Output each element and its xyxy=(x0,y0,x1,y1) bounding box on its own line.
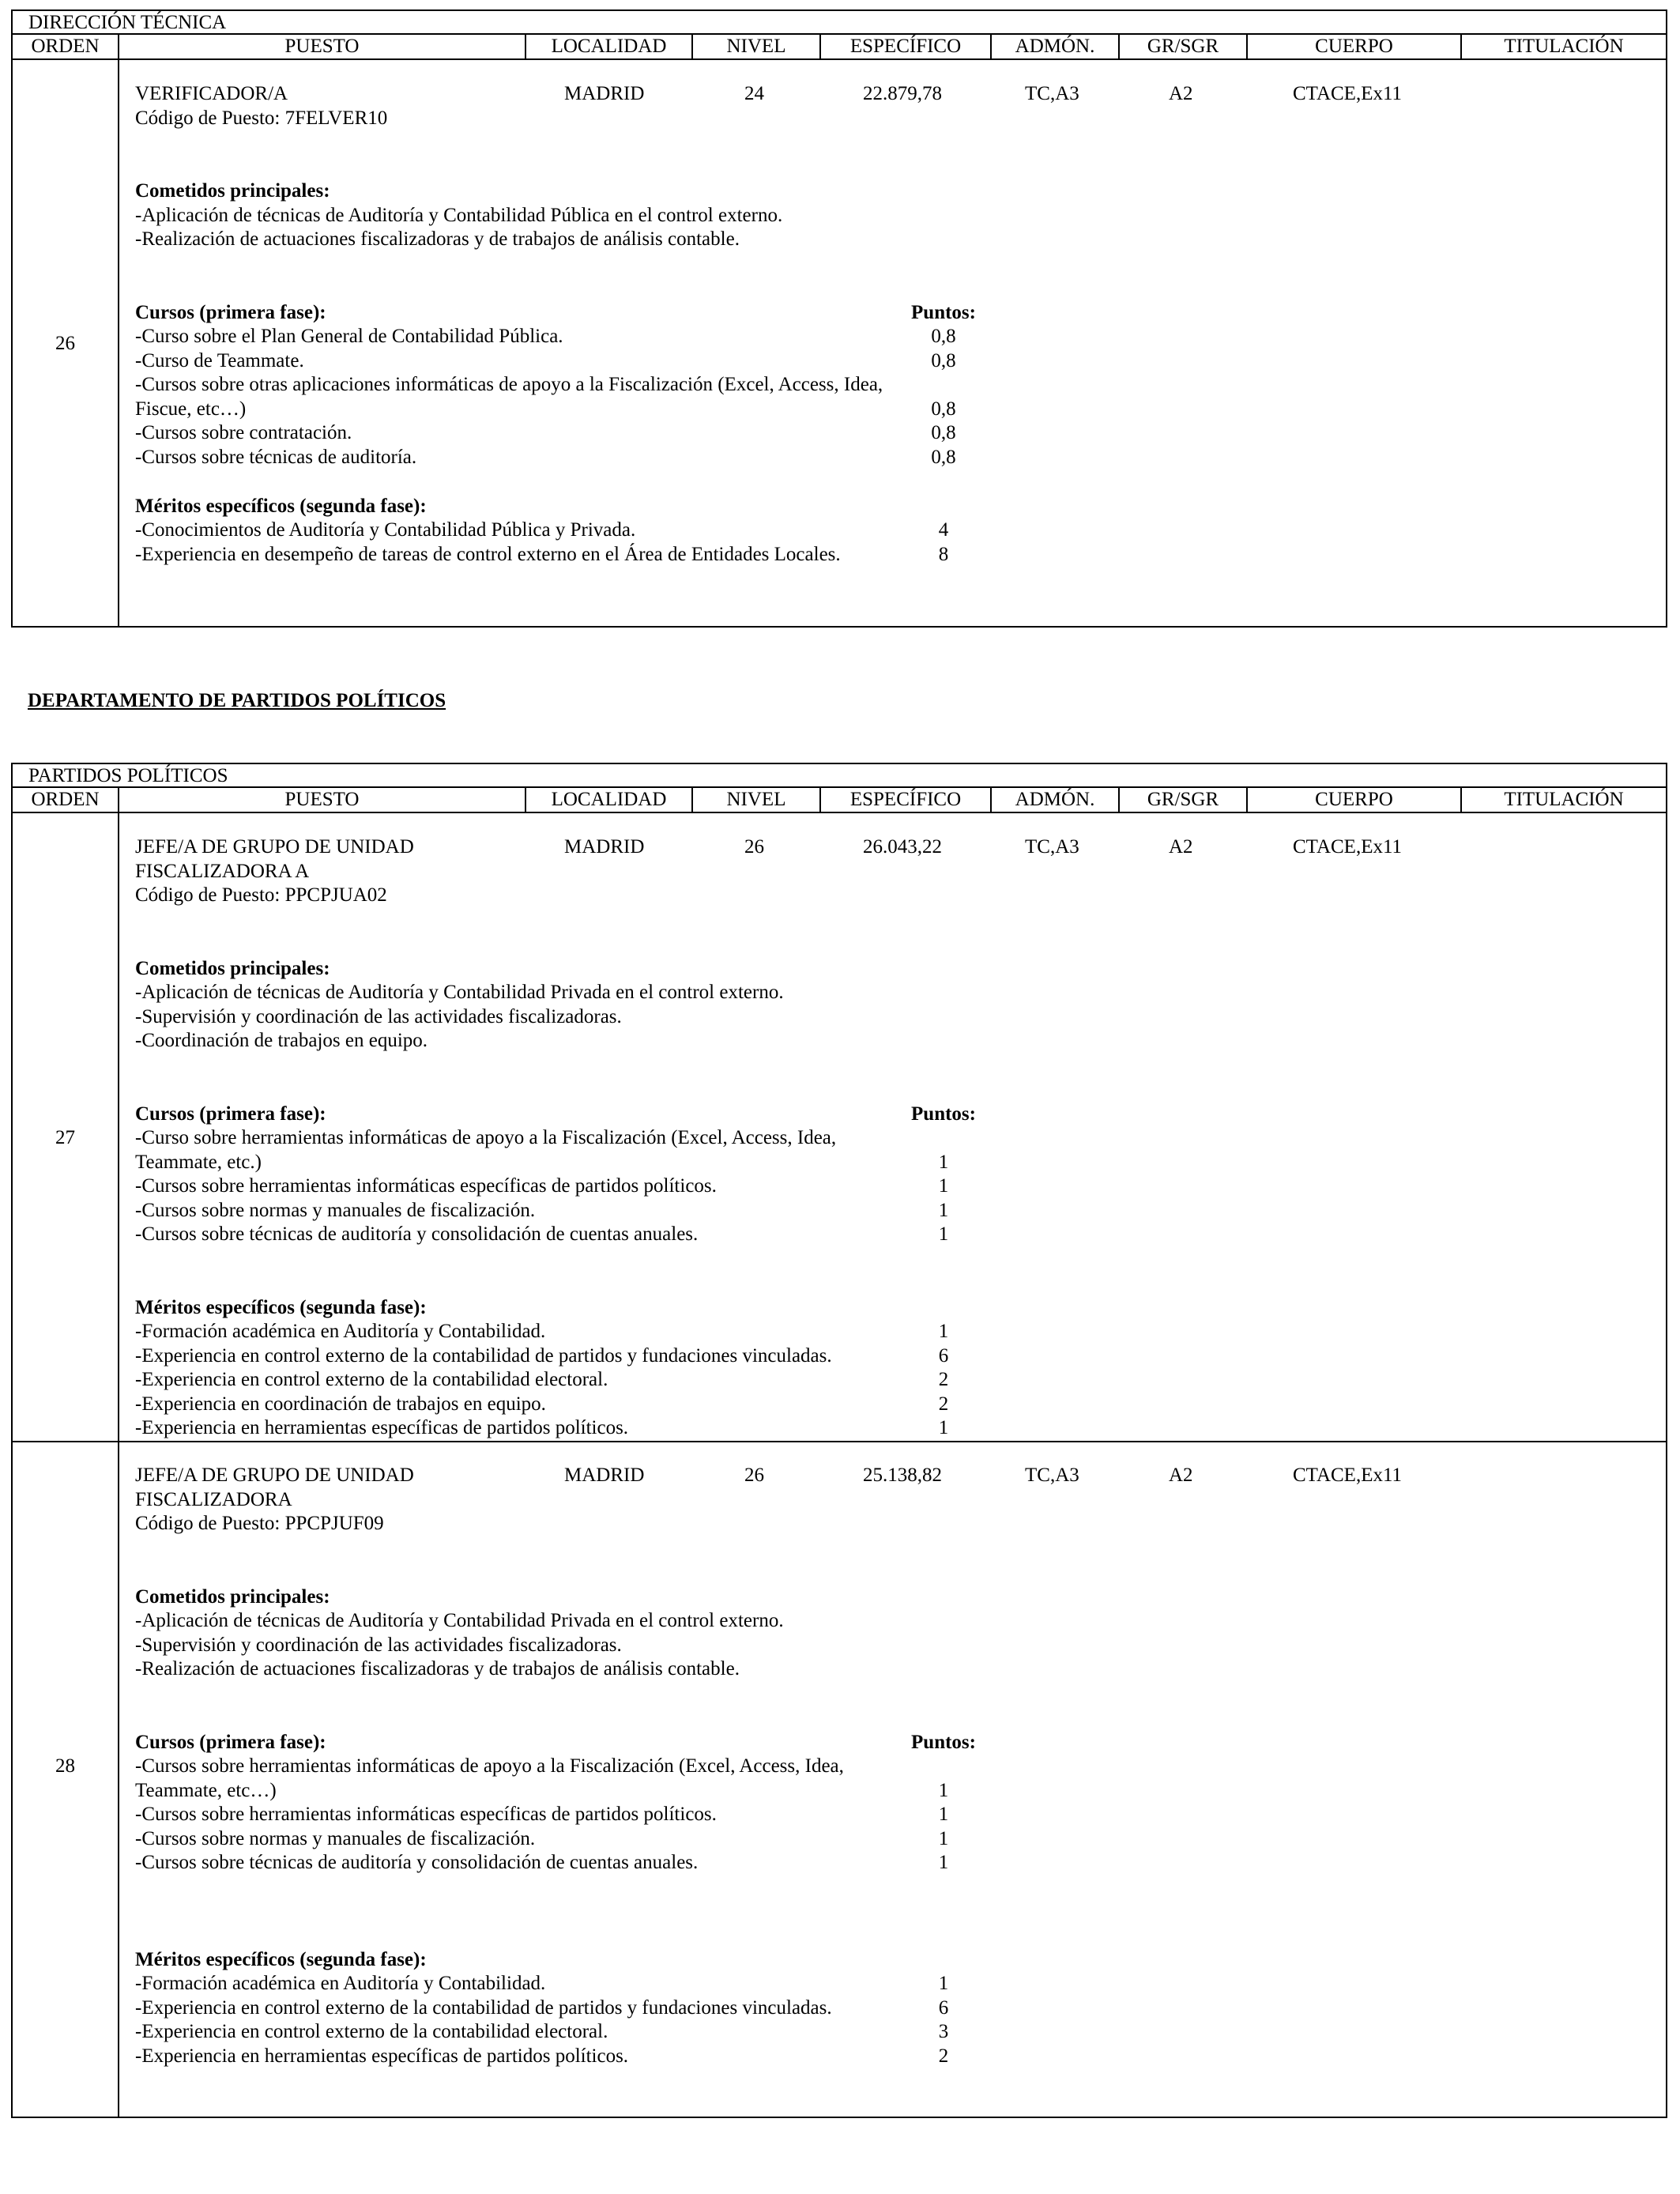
header-titulacion: TITULACIÓN xyxy=(1504,36,1624,57)
curso-item: -Cursos sobre técnicas de auditoría y consolidación de cuentas anuales. xyxy=(135,1223,699,1245)
orden-number: 28 xyxy=(55,1755,75,1777)
merito-item: -Experiencia en control externo de la contabilidad de partidos y fundaciones vinculadas. xyxy=(135,1345,832,1367)
curso-item: -Cursos sobre herramientas informáticas específicas de partidos políticos. xyxy=(135,1804,717,1825)
merito-item: -Conocimientos de Auditoría y Contabilidad Pública y Privada. xyxy=(135,519,636,541)
admon-value: TC,A3 xyxy=(1025,83,1079,104)
especifico-value: 26.043,22 xyxy=(863,836,942,858)
column-divider xyxy=(118,60,119,626)
header-titulacion: TITULACIÓN xyxy=(1504,789,1624,810)
curso-item: Teammate, etc.) xyxy=(135,1152,262,1173)
puesto-name: JEFE/A DE GRUPO DE UNIDAD xyxy=(135,1465,414,1486)
especifico-value: 22.879,78 xyxy=(863,83,942,104)
grsgr-value: A2 xyxy=(1169,836,1193,858)
cometido-item: -Coordinación de trabajos en equipo. xyxy=(135,1030,428,1051)
cometido-item: -Realización de actuaciones fiscalizadoras y de trabajos de análisis contable. xyxy=(135,1658,740,1679)
puesto-code: Código de Puesto: PPCPJUF09 xyxy=(135,1513,384,1534)
cuerpo-value: CTACE,Ex11 xyxy=(1293,836,1403,858)
curso-item: -Cursos sobre normas y manuales de fiscalización. xyxy=(135,1200,536,1221)
section-direccion-tecnica xyxy=(11,9,1667,628)
puesto-code: Código de Puesto: 7FELVER10 xyxy=(135,107,388,129)
table-row: 26 VERIFICADOR/A Código de Puesto: 7FELVER10 Cometidos principales: -Aplicación de técnicas de Auditoría y Contabilidad Pública en el control externo. -Realización de actuaciones fiscalizadoras y de trabajos de análisis contable. Cursos (primera fase): -Curso sobre el Plan General de Contabilidad Pública. -Curso de Teammate. -Cursos sobre otras aplicaciones informáticas de apoyo a la Fiscalización (Excel, Access, Idea, Fiscue, etc…) -Cursos sobre contratación. -Cursos sobre técnicas de auditoría. Méritos específicos (segunda fase): -Conocimientos de Auditoría y Contabilidad Pública y Privada. -Experiencia en desempeño de tareas de control externo en el Área de Entidades Locales. MADRID 24 22.879,78 TC,A3 A2 CTACE,Ex11 Puntos: 0,8 0,8 0,8 0,8 0,8 4 8 xyxy=(11,60,1667,628)
cometido-item: -Supervisión y coordinación de las actividades fiscalizadoras. xyxy=(135,1634,622,1656)
curso-item: -Cursos sobre normas y manuales de fiscalización. xyxy=(135,1828,536,1849)
section-title: PARTIDOS POLÍTICOS xyxy=(11,763,1667,788)
nivel-value: 26 xyxy=(744,836,764,858)
cursos-title: Cursos (primera fase): xyxy=(135,302,326,323)
curso-item: Fiscue, etc…) xyxy=(135,398,247,420)
table-header xyxy=(11,788,1667,813)
merito-item: -Experiencia en control externo de la contabilidad electoral. xyxy=(135,2021,608,2042)
section-title: DIRECCIÓN TÉCNICA xyxy=(11,9,1667,35)
cursos-title: Cursos (primera fase): xyxy=(135,1732,326,1753)
nivel-value: 24 xyxy=(744,83,764,104)
merito-item: -Experiencia en herramientas específicas de partidos políticos. xyxy=(135,1417,629,1438)
curso-item: -Cursos sobre herramientas informáticas específicas de partidos políticos. xyxy=(135,1175,717,1197)
curso-item: -Curso sobre el Plan General de Contabilidad Pública. xyxy=(135,326,563,347)
merito-item: -Formación académica en Auditoría y Contabilidad. xyxy=(135,1321,546,1342)
header-puesto: PUESTO xyxy=(119,788,526,812)
meritos-title: Méritos específicos (segunda fase): xyxy=(135,496,427,517)
cometido-item: -Realización de actuaciones fiscalizadoras y de trabajos de análisis contable. xyxy=(135,228,740,250)
cometido-item: -Aplicación de técnicas de Auditoría y Contabilidad Pública en el control externo. xyxy=(135,205,783,226)
header-orden: ORDEN xyxy=(13,788,119,812)
admon-value: TC,A3 xyxy=(1025,836,1079,858)
header-puesto: PUESTO xyxy=(119,35,526,58)
table-body: 27 JEFE/A DE GRUPO DE UNIDAD FISCALIZADORA A Código de Puesto: PPCPJUA02 Cometidos principales: -Aplicación de técnicas de Auditoría y Contabilidad Privada en el control externo. -Supervisión y coordinación de las actividades fiscalizadoras. -Coordinación de trabajos en equipo. Cursos (primera fase): -Curso sobre herramientas informáticas de apoyo a la Fiscalización (Excel, Access, Idea, Teammate, etc.) -Cursos sobre herramientas informáticas específicas de partidos políticos. -Cursos sobre normas y manuales de fiscalización. -Cursos sobre técnicas de auditoría y consolidación de cuentas anuales. Méritos específicos (segunda fase): -Formación académica en Auditoría y Contabilidad. -Experiencia en control externo de la contabilidad de partidos y fundaciones vinculadas. -Experiencia en control externo de la contabilidad electoral. -Experiencia en coordinación de trabajos en equipo. -Experiencia en herramientas específicas de partidos políticos. MADRID 26 26.043,22 TC,A3 A2 CTACE,Ex11 Puntos: 1 1 1 1 1 6 2 2 1 28 JEFE/A DE GRUPO DE UNIDAD FISCALIZADORA Código de Puesto: PPCPJUF09 Cometidos principales: -Aplicación de técnicas de Auditoría y Contabilidad Privada en el control externo. -Supervisión y coordinación de las actividades fiscalizadoras. -Realización de actuaciones fiscalizadoras y de trabajos de análisis contable. Cursos (primera fase): -Cursos sobre herramientas informáticas de apoyo a la Fiscalización (Excel, Access, Idea, Teammate, etc…) -Cursos sobre herramientas informáticas específicas de partidos políticos. -Cursos sobre normas y manuales de fiscalización. -Cursos sobre técnicas de auditoría y consolidación de cuentas anuales. Méritos específicos (segunda fase): -Formación académica en Auditoría y Contabilidad. -Experiencia en control externo de la contabilidad de partidos y fundaciones vinculadas. -Experiencia en control externo de la contabilidad electoral. -Experiencia en herramientas específicas de partidos políticos. MADRID 26 25.138,82 TC,A3 A2 CTACE,Ex11 Puntos: 1 1 1 1 1 6 3 2 xyxy=(11,813,1667,2118)
merito-item: -Experiencia en desempeño de tareas de control externo en el Área de Entidades Locales. xyxy=(135,544,841,565)
curso-item: -Cursos sobre técnicas de auditoría. xyxy=(135,447,417,468)
table-header xyxy=(11,35,1667,60)
orden-number: 27 xyxy=(55,1127,75,1148)
section-partidos-politicos xyxy=(11,763,1667,2118)
curso-item: -Curso de Teammate. xyxy=(135,350,304,371)
grsgr-value: A2 xyxy=(1169,83,1193,104)
header-localidad: LOCALIDAD xyxy=(526,788,693,812)
header-grsgr: GR/SGR xyxy=(1120,788,1248,812)
column-divider xyxy=(118,813,119,2117)
merito-item: -Experiencia en coordinación de trabajos en equipo. xyxy=(135,1393,546,1415)
cuerpo-value: CTACE,Ex11 xyxy=(1293,1465,1403,1486)
especifico-value: 25.138,82 xyxy=(863,1465,942,1486)
admon-value: TC,A3 xyxy=(1025,1465,1079,1486)
row-separator xyxy=(13,1441,1666,1442)
header-admon: ADMÓN. xyxy=(992,35,1120,58)
header-especifico: ESPECÍFICO xyxy=(821,788,992,812)
localidad-value: MADRID xyxy=(564,836,645,858)
localidad-value: MADRID xyxy=(564,83,645,104)
header-orden: ORDEN xyxy=(13,35,119,58)
header-grsgr: GR/SGR xyxy=(1120,35,1248,58)
cometidos-title: Cometidos principales: xyxy=(135,958,330,979)
curso-item: -Cursos sobre técnicas de auditoría y consolidación de cuentas anuales. xyxy=(135,1852,699,1873)
cometido-item: -Supervisión y coordinación de las actividades fiscalizadoras. xyxy=(135,1006,622,1027)
curso-item: -Curso sobre herramientas informáticas de apoyo a la Fiscalización (Excel, Access, Idea, xyxy=(135,1127,837,1148)
merito-item: -Formación académica en Auditoría y Contabilidad. xyxy=(135,1973,546,1994)
cometidos-title: Cometidos principales: xyxy=(135,180,330,202)
merito-item: -Experiencia en control externo de la contabilidad electoral. xyxy=(135,1369,608,1390)
header-nivel: NIVEL xyxy=(693,788,821,812)
cuerpo-value: CTACE,Ex11 xyxy=(1293,83,1403,104)
puesto-name: FISCALIZADORA xyxy=(135,1489,292,1510)
curso-item: -Cursos sobre herramientas informáticas de apoyo a la Fiscalización (Excel, Access, Idea, xyxy=(135,1755,844,1777)
puesto-name: VERIFICADOR/A xyxy=(135,83,288,104)
merito-item: -Experiencia en control externo de la contabilidad de partidos y fundaciones vinculadas. xyxy=(135,1997,832,2019)
localidad-value: MADRID xyxy=(564,1465,645,1486)
header-admon: ADMÓN. xyxy=(992,788,1120,812)
puesto-code: Código de Puesto: PPCPJUA02 xyxy=(135,884,387,906)
curso-item: -Cursos sobre otras aplicaciones informáticas de apoyo a la Fiscalización (Excel, Access, Idea, xyxy=(135,374,883,395)
nivel-value: 26 xyxy=(744,1465,764,1486)
cometidos-title: Cometidos principales: xyxy=(135,1586,330,1608)
puesto-name: FISCALIZADORA A xyxy=(135,861,310,882)
cometido-item: -Aplicación de técnicas de Auditoría y Contabilidad Privada en el control externo. xyxy=(135,982,784,1003)
cursos-title: Cursos (primera fase): xyxy=(135,1103,326,1125)
orden-number: 26 xyxy=(55,333,75,354)
meritos-title: Méritos específicos (segunda fase): xyxy=(135,1949,427,1970)
header-nivel: NIVEL xyxy=(693,35,821,58)
curso-item: -Cursos sobre contratación. xyxy=(135,422,352,443)
header-localidad: LOCALIDAD xyxy=(526,35,693,58)
cometido-item: -Aplicación de técnicas de Auditoría y Contabilidad Privada en el control externo. xyxy=(135,1610,784,1631)
department-title: DEPARTAMENTO DE PARTIDOS POLÍTICOS xyxy=(28,690,446,711)
header-especifico: ESPECÍFICO xyxy=(821,35,992,58)
puesto-name: JEFE/A DE GRUPO DE UNIDAD xyxy=(135,836,414,858)
curso-item: Teammate, etc…) xyxy=(135,1780,277,1801)
meritos-title: Méritos específicos (segunda fase): xyxy=(135,1297,427,1318)
header-cuerpo: CUERPO xyxy=(1248,788,1462,812)
header-cuerpo: CUERPO xyxy=(1248,35,1462,58)
grsgr-value: A2 xyxy=(1169,1465,1193,1486)
merito-item: -Experiencia en herramientas específicas de partidos políticos. xyxy=(135,2045,629,2067)
